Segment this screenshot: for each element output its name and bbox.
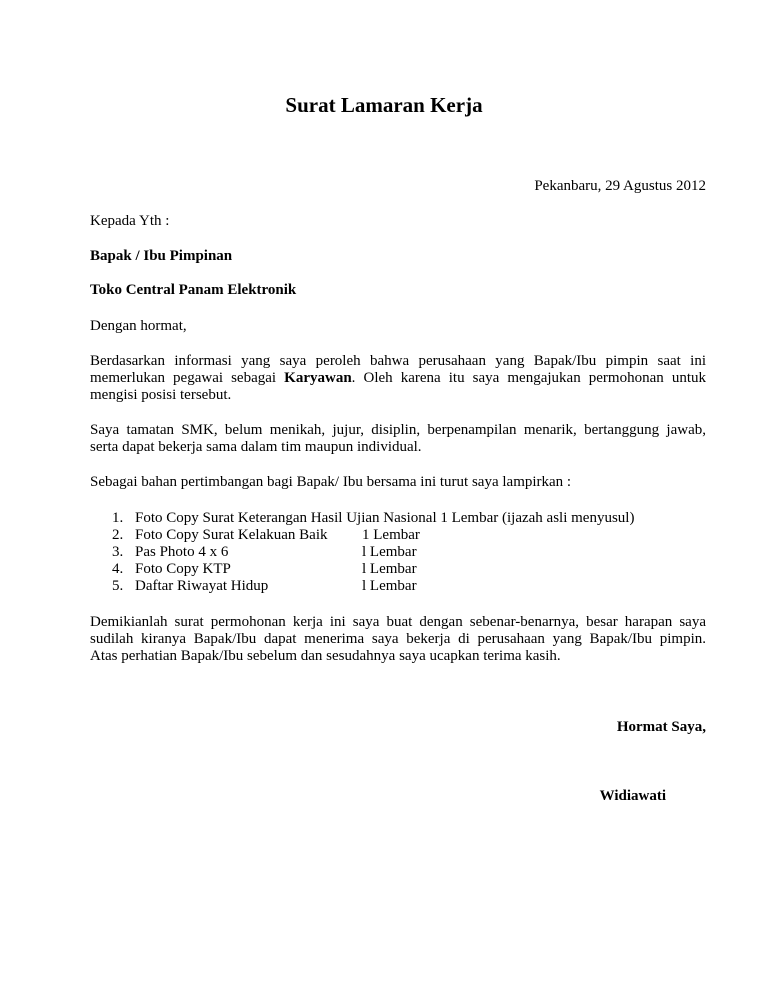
list-number: 2.	[112, 527, 124, 543]
paragraph-line	[90, 370, 706, 387]
paragraph-line: Saya tamatan SMK, belum menikah, jujur, disiplin, berpenampilan menarik, bertanggung jawab,	[90, 422, 706, 438]
attachments-intro: Sebagai bahan pertimbangan bagi Bapak/ Ibu bersama ini turut saya lampirkan :	[90, 474, 572, 490]
list-item-text: Pas Photo 4 x 6	[135, 544, 229, 560]
list-item-qty: l Lembar	[362, 561, 417, 577]
list-number: 4.	[112, 561, 124, 577]
list-item-qty: l Lembar	[362, 544, 417, 560]
place-date: Pekanbaru, 29 Agustus 2012	[534, 178, 706, 194]
paragraph-line: Atas perhatian Bapak/Ibu sebelum dan sesudahnya saya ucapkan terima kasih.	[90, 648, 561, 664]
paragraph-line: serta dapat bekerja sama dalam tim maupun individual.	[90, 439, 422, 455]
paragraph-text: . Oleh karena itu saya mengajukan permohonan untuk	[351, 370, 706, 386]
list-item-qty: 1 Lembar	[362, 527, 420, 543]
recipient-company: Toko Central Panam Elektronik	[90, 282, 297, 298]
list-item-text: Foto Copy Surat Keterangan Hasil Ujian Nasional 1 Lembar (ijazah asli menyusul)	[135, 510, 635, 526]
signer-name: Widiawati	[599, 788, 666, 804]
greeting: Dengan hormat,	[90, 318, 187, 334]
paragraph-line: sudilah kiranya Bapak/Ibu dapat menerima saya bekerja di perusahaan yang Bapak/Ibu pimpin.	[90, 631, 706, 647]
list-number: 1.	[112, 510, 124, 526]
letter-title: Surat Lamaran Kerja	[285, 93, 483, 117]
paragraph-line: Demikianlah surat permohonan kerja ini saya buat dengan sebenar-benarnya, besar harapan saya	[90, 614, 706, 630]
paragraph-line: Berdasarkan informasi yang saya peroleh bahwa perusahaan yang Bapak/Ibu pimpin saat ini	[90, 353, 706, 369]
list-item-text: Foto Copy KTP	[135, 561, 231, 577]
recipient-intro: Kepada Yth :	[90, 213, 170, 229]
list-number: 5.	[112, 578, 124, 594]
list-number: 3.	[112, 544, 124, 560]
paragraph-qualifications	[90, 422, 706, 456]
signoff: Hormat Saya,	[616, 719, 706, 735]
paragraph-intent	[90, 353, 706, 404]
list-item-qty: l Lembar	[362, 578, 417, 594]
paragraph-text: memerlukan pegawai sebagai	[90, 370, 285, 386]
list-item-text: Foto Copy Surat Kelakuan Baik	[135, 527, 328, 543]
list-item-text: Daftar Riwayat Hidup	[135, 578, 269, 594]
position-name: Karyawan	[284, 370, 352, 386]
recipient-title: Bapak / Ibu Pimpinan	[90, 248, 233, 264]
paragraph-line: mengisi posisi tersebut.	[90, 387, 232, 403]
paragraph-closing	[90, 614, 706, 665]
